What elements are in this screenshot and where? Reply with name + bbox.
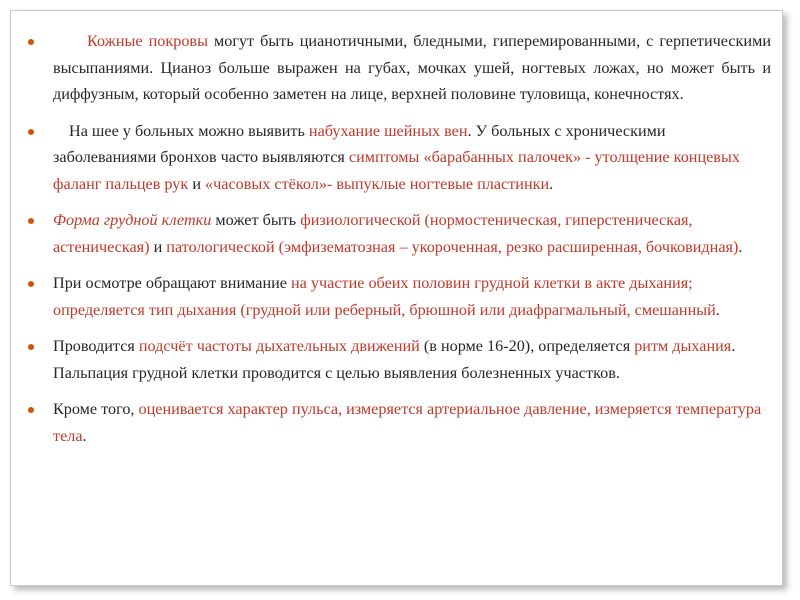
text-segment: На шее у больных можно выявить (69, 121, 309, 140)
bullet-icon (28, 129, 34, 135)
highlighted-text-segment: Форма грудной клетки (53, 211, 212, 229)
text-segment: . У больных с хроническими заболеваниями бронхов часто выявляются (53, 121, 666, 166)
highlighted-text-segment: Кожные покровы (87, 32, 208, 50)
bullet-icon (28, 344, 34, 350)
highlighted-text-segment: оценивается характер пульса, измеряется артериальное давление, измеряется температура тела (53, 400, 762, 445)
text-segment: могут быть цианотичными, бледными, гиперемированными, с герпетическими высыпаниями. Цианоз больше выражен на губах, мочках ушей, ногтевых ложах, но может быть и диффузным, который особенно заметен на лице, верхней половине туловища, конечностях. (53, 32, 771, 103)
text-segment: Кроме того, (53, 400, 139, 418)
text-segment: и (188, 174, 206, 193)
bullet-paragraph (26, 28, 771, 108)
text-segment: При осмотре обращают внимание (53, 274, 291, 292)
highlighted-text-segment: набухание шейных вен (308, 121, 468, 140)
bullet-icon (28, 281, 34, 287)
highlighted-text-segment: патологической (эмфизематозная – укороченная, резко расширенная, бочковидная) (166, 237, 739, 256)
bullet-icon (28, 407, 34, 413)
text-segment: (в норме 16-20), определяется (419, 337, 635, 355)
text-segment: . (738, 237, 743, 256)
highlighted-text-segment: ритм дыхания (634, 337, 732, 355)
slide-content (26, 28, 771, 459)
bullet-paragraph (26, 270, 771, 323)
text-segment: . (715, 300, 720, 319)
text-segment: может быть (211, 211, 301, 229)
text-segment: Проводится (53, 337, 139, 355)
bullet-paragraph (26, 118, 771, 198)
text-segment: и (149, 237, 167, 256)
highlighted-text-segment: физиологической (нормостеническая, гиперстеническая, астеническая) (53, 211, 693, 256)
text-segment: . (549, 174, 554, 193)
text-segment: . Пальпация грудной клетки проводится с целью выявления болезненных участков. (53, 337, 736, 382)
bullet-paragraph (26, 396, 771, 449)
bullet-paragraph (26, 207, 771, 260)
highlighted-text-segment: подсчёт частоты дыхательных движений (138, 337, 420, 355)
bullet-icon (28, 218, 34, 224)
highlighted-text-segment: «часовых стёкол»- выпуклые ногтевые пластинки (205, 174, 550, 193)
highlighted-text-segment: на участие обеих половин грудной клетки в акте дыхания; определяется тип дыхания (грудной или реберный, брюшной или диафрагмальный, смешанный (53, 274, 716, 319)
bullet-paragraph (26, 333, 771, 386)
bullet-icon (28, 39, 34, 45)
highlighted-text-segment: симптомы «барабанных палочек» - утолщение концевых фаланг пальцев рук (53, 148, 740, 193)
text-segment: . (82, 426, 87, 445)
slide-frame (10, 10, 783, 586)
